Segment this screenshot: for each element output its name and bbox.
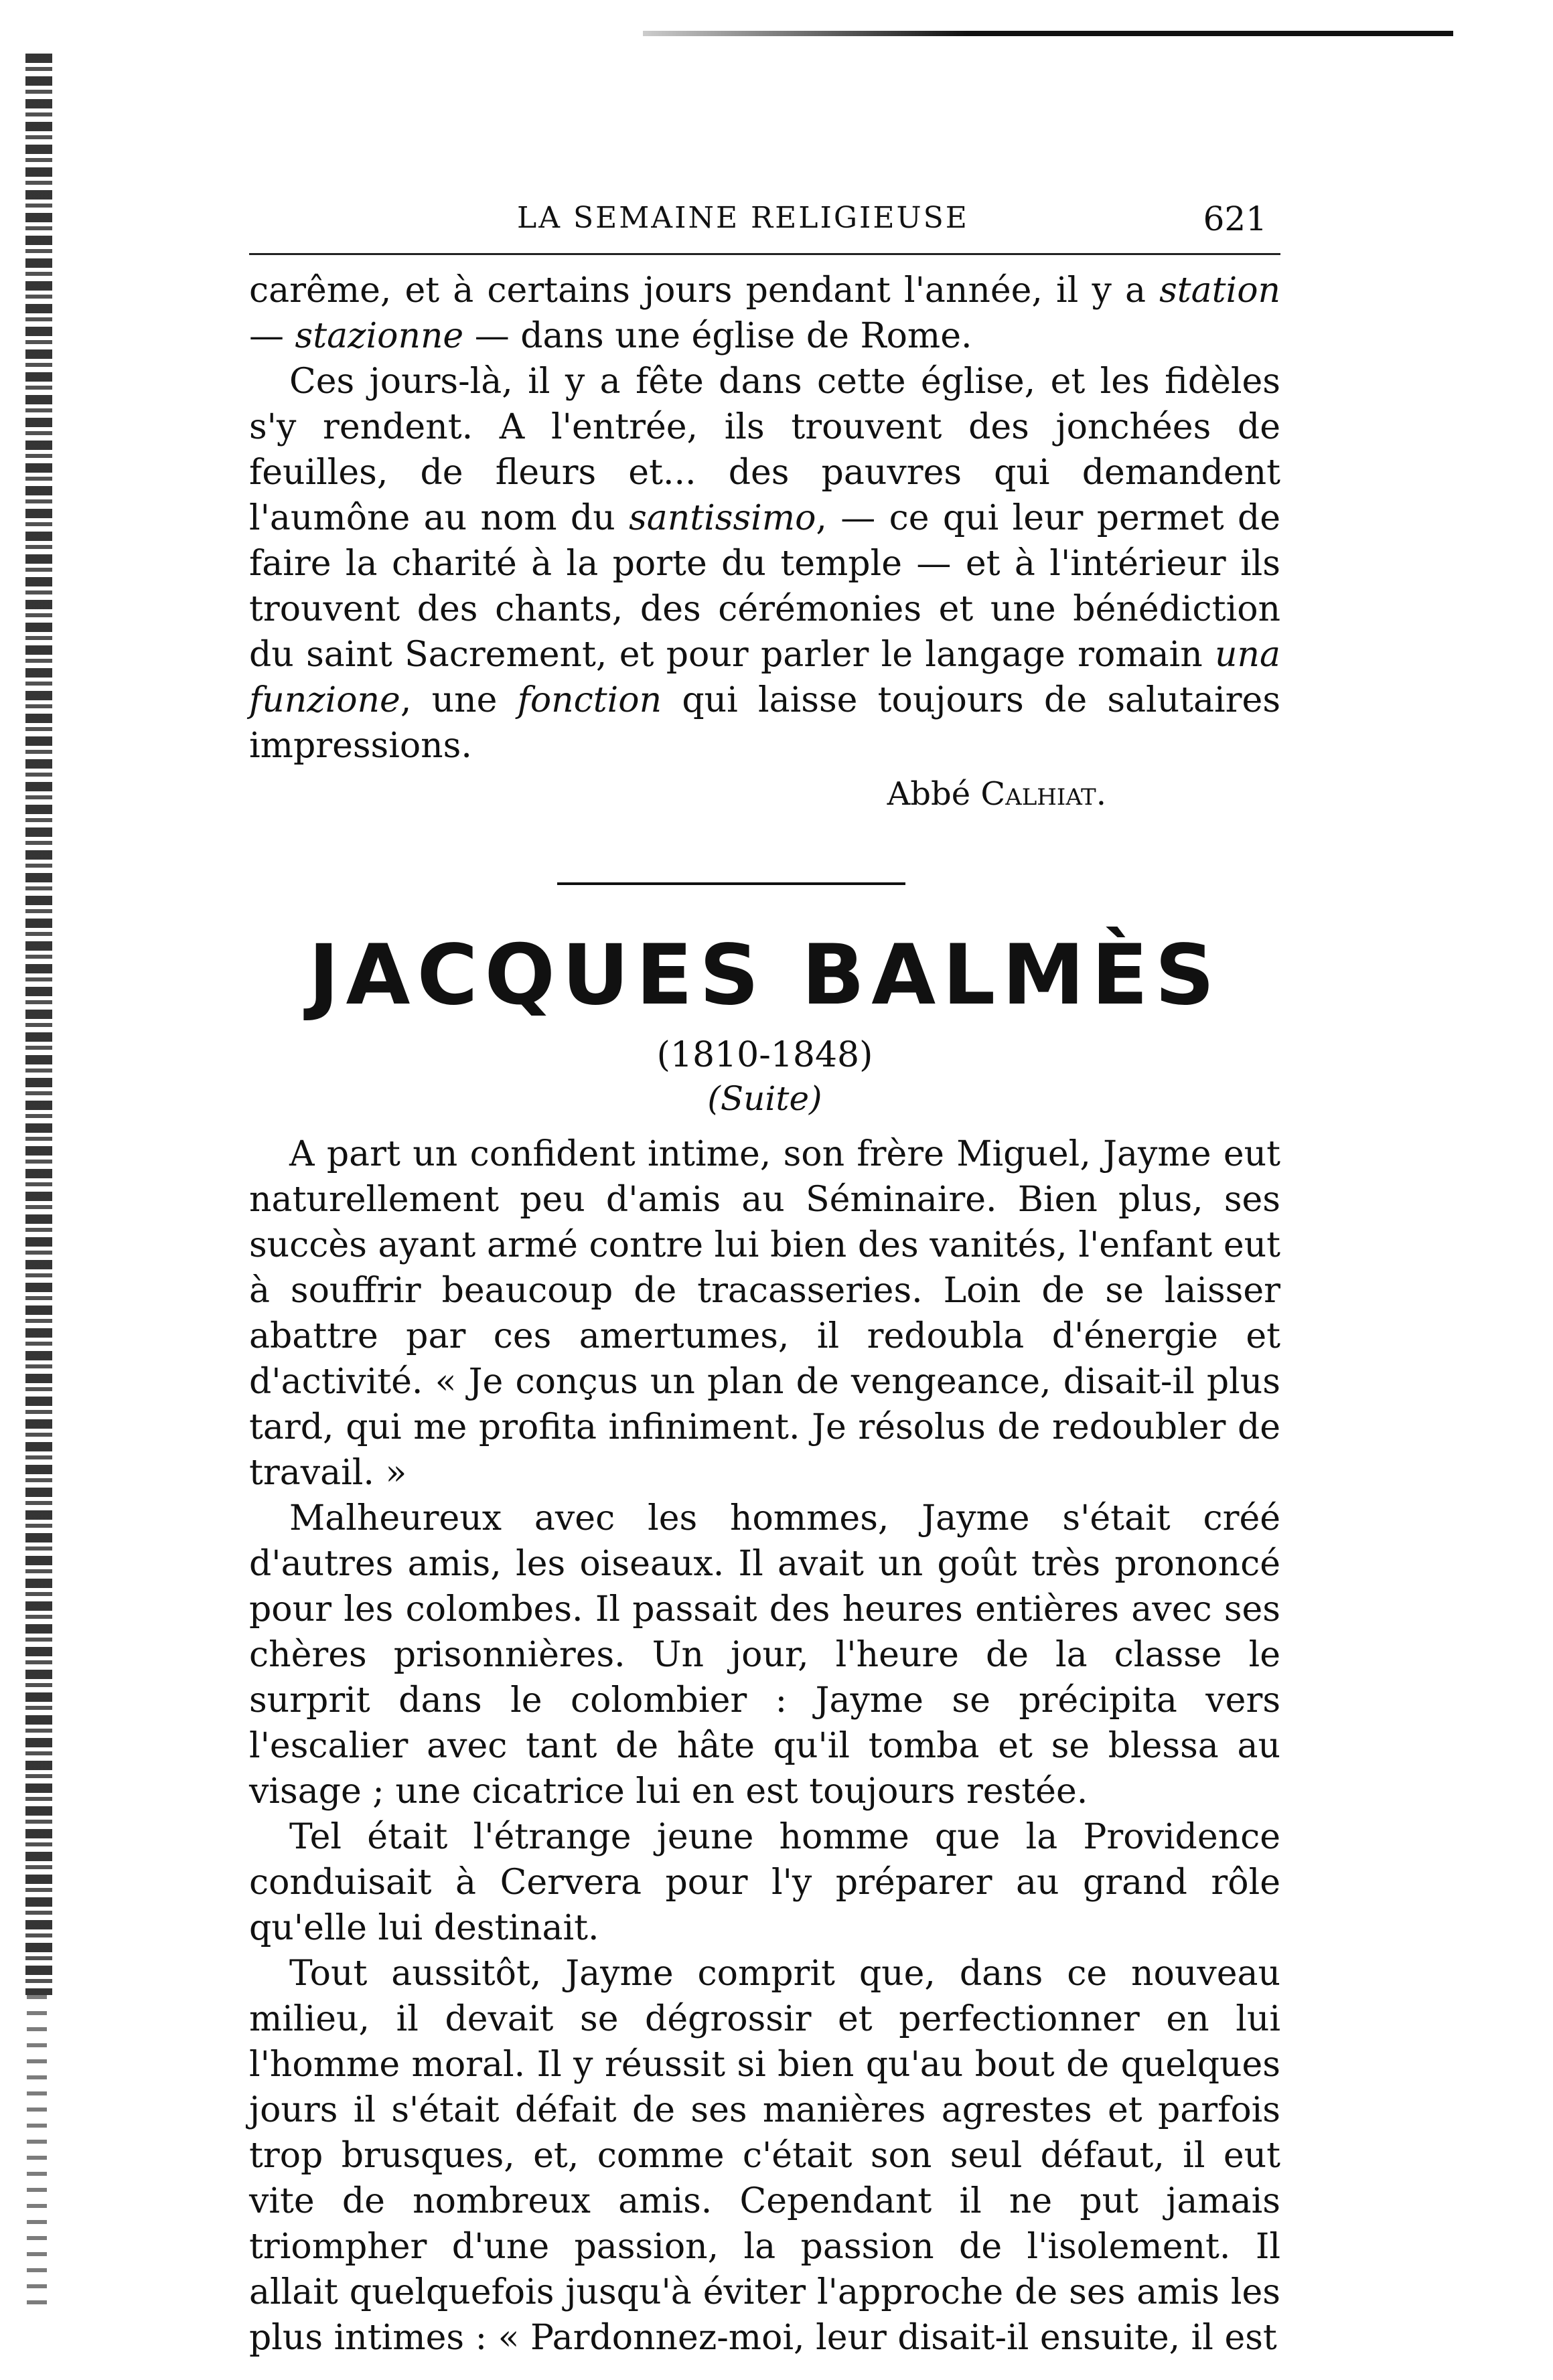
paragraph (249, 268, 1280, 359)
paragraph: Tel était l'étrange jeune homme que la Providence conduisait à Cervera pour l'y préparer au grand rôle qu'elle lui destinait. (249, 1817, 1280, 1948)
running-head (249, 201, 1280, 254)
author-signature (249, 771, 1106, 817)
italic-term: stazionne (295, 316, 464, 356)
article-title: JACQUES BALMÈS (308, 927, 1222, 1024)
signature-prefix: Abbé (887, 775, 981, 813)
paragraph: A part un confident intime, son frère Miguel, Jayme eut naturellement peu d'amis au Séminaire. Bien plus, ses succès ayant armé contre lui bien des vanités, l'enfant eut à souffrir beaucoup de tracasseries. Loin de se laisser abattre par ces amertumes, il redoubla d'énergie et d'activité. « Je conçus un plan de vengeance, disait-il plus tard, qui me profita infiniment. Je résolus de redoubler de travail. » (249, 1134, 1280, 1493)
italic-term: una funzione (249, 635, 1280, 720)
text-run: carême, et à certains jours pendant l'année, il y a (249, 270, 1160, 311)
signature-name: Calhiat. (980, 775, 1106, 813)
text-run: Ces jours-là, il y a fête dans cette église, et les fidèles s'y rendent. A l'entrée, ils trouvent des jonchées de feuilles, de fleurs et... des pauvres qui demandent l'aumône au nom du (249, 362, 1280, 538)
text-run: , — ce qui leur permet de faire la charité à la porte du temple — et à l'intérieur ils trouvent des chants, des cérémonies et une bénédiction du saint Sacrement, et pour parler le langage romain (249, 498, 1281, 675)
paragraph: Malheureux avec les hommes, Jayme s'était créé d'autres amis, les oiseaux. Il avait un goût très prononcé pour les colombes. Il passait des heures entières avec ses chères prisonnières. Un jour, l'heure de la classe le surprit dans le colombier : Jayme se précipita vers l'escalier avec tant de hâte qu'il tomba et se blessa au visage ; une cicatrice lui en est toujours restée. (249, 1498, 1280, 1812)
italic-term: fonction (517, 680, 662, 720)
text-run: , une (400, 680, 518, 720)
page-number: 621 (1203, 200, 1267, 238)
article-separator-rule (557, 882, 905, 885)
scan-top-rule (643, 31, 1453, 36)
text-run: qui laisse toujours de salutaires impressions. (249, 680, 1281, 766)
italic-term: santissimo (629, 498, 816, 538)
article-body (249, 1131, 1280, 2361)
previous-article-body (249, 268, 1280, 817)
article-continuation-note: (Suite) (707, 1079, 822, 1118)
running-head-title: LA SEMAINE RELIGIEUSE (517, 201, 969, 235)
text-run: — dans une église de Rome. (463, 316, 972, 356)
running-head-rule (249, 253, 1280, 255)
text-run: — (249, 316, 295, 356)
paragraph: Tout aussitôt, Jayme comprit que, dans ce nouveau milieu, il devait se dégrossir et perfectionner en lui l'homme moral. Il y réussit si bien qu'au bout de quelques jours il s'était défait de ses manières agrestes et parfois trop brusques, et, comme c'était son seul défaut, il eut vite de nombreux amis. Cependant il ne put jamais triompher d'une passion, la passion de l'isolement. Il allait quelquefois jusqu'à éviter l'approche de ses amis les plus intimes : « Pardonnez-moi, leur disait-il ensuite, il est (249, 1954, 1280, 2358)
article-dates: (1810-1848) (656, 1035, 873, 1075)
italic-term: station (1159, 270, 1280, 311)
paragraph (249, 359, 1280, 769)
page (249, 200, 1281, 2358)
scan-binding-edge (25, 54, 52, 1995)
scan-binding-edge-lower (27, 1995, 47, 2316)
